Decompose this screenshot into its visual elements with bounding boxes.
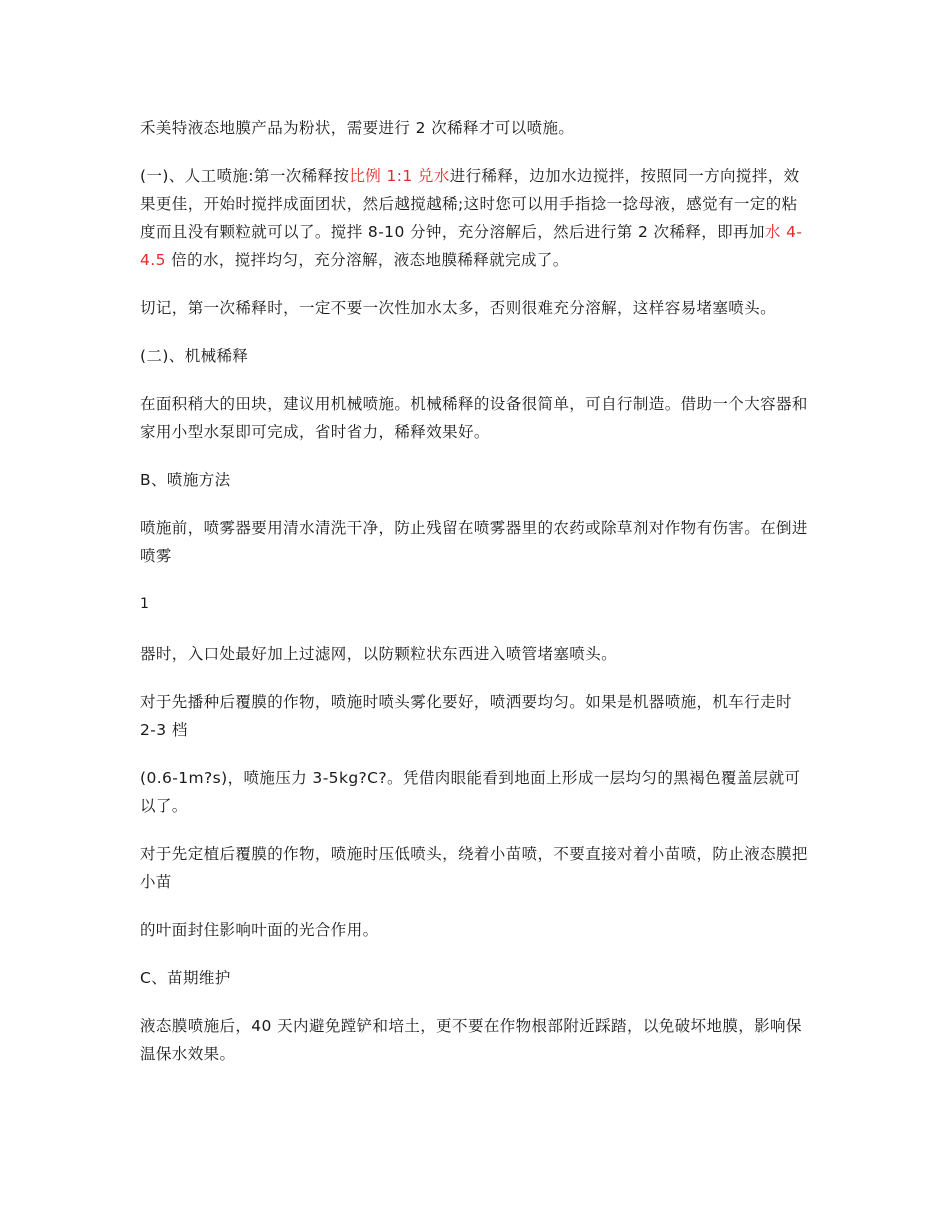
maintenance-paragraph: 液态膜喷施后，40 天内避免蹚铲和培土，更不要在作物根部附近踩踏，以免破坏地膜，影响保温保水效果。 <box>140 1017 802 1063</box>
mechanical-paragraph: 在面积稍大的田块，建议用机械喷施。机械稀释的设备很简单，可自行制造。借助一个大容器和家用小型水泵即可完成，省时省力，稀释效果好。 <box>140 395 808 441</box>
sown-crops-paragraph: 对于先播种后覆膜的作物，喷施时喷头雾化要好，喷洒要均匀。如果是机器喷施，机车行走时 2-3 档 <box>140 693 792 739</box>
manual-text-3: 倍的水，搅拌均匀，充分溶解，液态地膜稀释就完成了。 <box>165 251 569 269</box>
section-c-heading: C、苗期维护 <box>140 969 231 987</box>
caution-paragraph: 切记，第一次稀释时，一定不要一次性加水太多，否则很难充分溶解，这样容易堵塞喷头。 <box>140 299 777 317</box>
ratio-highlight: 比例 1:1 兑水 <box>349 167 450 185</box>
pressure-paragraph: (0.6-1m?s)，喷施压力 3-5kg?C?。凭借肉眼能看到地面上形成一层均匀的黑褐色覆盖层就可以了。 <box>140 769 801 815</box>
manual-text-2: 进行稀释，边加水边搅拌，按照同一方向搅拌，效果更佳，开始时搅拌成面团状，然后越搅越稀;这时您可以用手指捻一捻母液，感觉有一定的粘度而且没有颗粒就可以了。搅拌 8-10 分钟，充分溶解后，然后进行第 2 次稀释，即再加 <box>140 167 800 241</box>
filter-paragraph: 器时，入口处最好加上过滤网，以防颗粒状东西进入喷管堵塞喷头。 <box>140 645 618 663</box>
manual-text-1: (一)、人工喷施:第一次稀释按 <box>140 167 350 185</box>
spray-prep-paragraph: 喷施前，喷雾器要用清水清洗干净，防止残留在喷雾器里的农药或除草剂对作物有伤害。在倒进喷雾 <box>140 519 808 565</box>
water-ratio-highlight: 水 4-4.5 <box>140 223 803 269</box>
intro-paragraph: 禾美特液态地膜产品为粉状，需要进行 2 次稀释才可以喷施。 <box>140 119 575 137</box>
section-b-heading: B、喷施方法 <box>140 471 231 489</box>
mechanical-heading: (二)、机械稀释 <box>140 347 249 365</box>
transplant-crops-paragraph: 对于先定植后覆膜的作物，喷施时压低喷头，绕着小苗喷，不要直接对着小苗喷，防止液态膜把小苗 <box>140 845 808 891</box>
manual-spraying-paragraph <box>140 162 812 274</box>
page-number: 1 <box>140 596 150 612</box>
document-body <box>140 114 812 1088</box>
leaf-paragraph: 的叶面封住影响叶面的光合作用。 <box>140 921 379 939</box>
